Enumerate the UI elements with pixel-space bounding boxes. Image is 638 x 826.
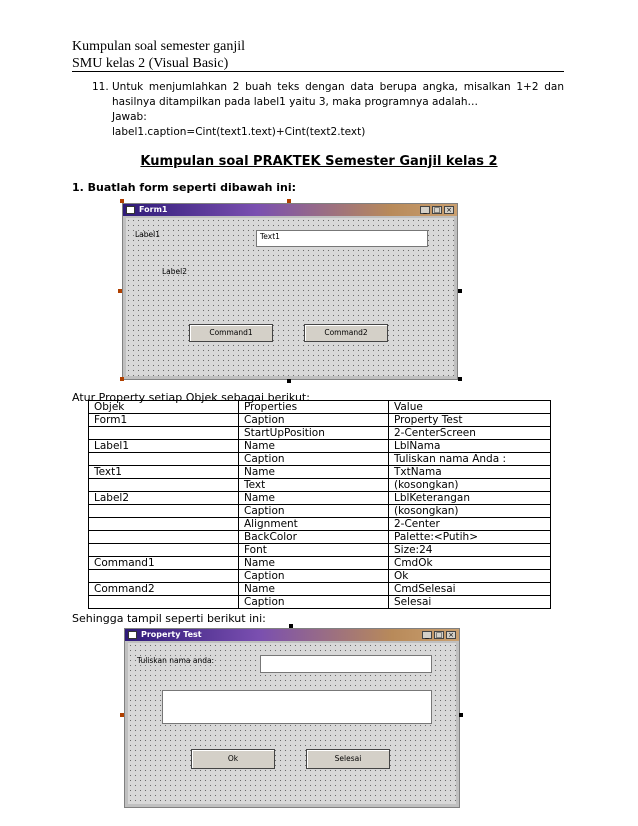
cell-value: Ok [389,570,551,583]
cell-objek: Text1 [89,466,239,479]
property-table [88,400,551,609]
cell-objek [89,479,239,492]
resize-handle-tl[interactable] [120,199,124,203]
resize-handle-tm[interactable] [287,199,291,203]
header-objek: Objek [89,401,239,414]
property-test-window [124,628,460,808]
form-icon [128,631,137,639]
cell-value: Property Test [389,414,551,427]
cell-objek [89,531,239,544]
maximize-button[interactable]: □ [435,631,443,639]
table-row [89,531,551,544]
table-row [89,427,551,440]
table-row [89,557,551,570]
cell-property: Name [239,557,389,570]
cell-objek: Label2 [89,492,239,505]
cell-objek [89,505,239,518]
cell-value: CmdOk [389,557,551,570]
property-test-client [128,643,456,804]
cell-value: 2-CenterScreen [389,427,551,440]
table-row [89,505,551,518]
minimize-button[interactable]: _ [422,631,432,639]
cell-value: LblNama [389,440,551,453]
cell-objek [89,453,239,466]
cell-objek: Command2 [89,583,239,596]
table-header-row [89,401,551,414]
form1-window [122,203,458,380]
table-row [89,544,551,557]
table-row [89,518,551,531]
cell-value: Palette:<Putih> [389,531,551,544]
cell-property: Caption [239,596,389,609]
ok-button[interactable]: Ok [191,749,275,769]
resize-handle-tm[interactable] [289,624,293,628]
cell-property: Name [239,583,389,596]
table-row [89,414,551,427]
property-table-body [89,401,551,609]
label2: Label2 [162,267,188,276]
txtnama-box[interactable] [260,655,432,673]
cell-property: BackColor [239,531,389,544]
header-line-2: SMU kelas 2 (Visual Basic) [72,56,229,71]
cell-value: Size:24 [389,544,551,557]
label1: Label1 [135,230,161,239]
resize-handle-br[interactable] [458,377,462,381]
table-row [89,453,551,466]
cell-value: (kosongkan) [389,479,551,492]
cell-property: Name [239,492,389,505]
command2-button[interactable]: Command2 [304,324,388,342]
resize-handle-bm[interactable] [287,379,291,383]
lblketerangan-box [162,690,432,724]
header-properties: Properties [239,401,389,414]
table-row [89,583,551,596]
cell-value: CmdSelesai [389,583,551,596]
resize-handle-mr[interactable] [459,713,463,717]
cell-objek [89,570,239,583]
command1-button[interactable]: Command1 [189,324,273,342]
cell-property: Font [239,544,389,557]
table-row [89,570,551,583]
cell-property: Text [239,479,389,492]
resize-handle-ml[interactable] [118,289,122,293]
property-intro: Atur Property setiap Objek sebagai berikut: [72,391,310,404]
cell-property: StartUpPosition [239,427,389,440]
header-line-1: Kumpulan soal semester ganjil [72,39,246,54]
cell-value: LblKeterangan [389,492,551,505]
minimize-button[interactable]: _ [420,206,430,214]
question-text: Untuk menjumlahkan 2 buah teks dengan data berupa angka, misalkan 1+2 dan hasilnya ditampilkan pada label1 yaitu 3, maka programnya adalah… [112,81,564,108]
maximize-button[interactable]: □ [433,206,441,214]
cell-property: Caption [239,414,389,427]
task-1: 1. Buatlah form seperti dibawah ini: [72,181,297,194]
cell-objek: Command1 [89,557,239,570]
cell-property: Name [239,440,389,453]
cell-property: Caption [239,453,389,466]
form1-client [126,218,454,376]
cell-value: (kosongkan) [389,505,551,518]
cell-value: Selesai [389,596,551,609]
cell-property: Name [239,466,389,479]
table-row [89,440,551,453]
form-icon [126,206,135,214]
form1-titlebar [123,204,457,216]
question-number: 11. [92,81,109,93]
resize-handle-mr[interactable] [458,289,462,293]
cell-value: 2-Center [389,518,551,531]
cell-property: Alignment [239,518,389,531]
resize-handle-ml[interactable] [120,713,124,717]
header-rule [72,71,564,72]
property-test-title: Property Test [141,630,202,639]
lblnama: Tuliskan nama anda: [137,656,215,665]
cell-objek: Label1 [89,440,239,453]
cell-objek [89,518,239,531]
resize-handle-bl[interactable] [120,377,124,381]
cell-objek [89,596,239,609]
table-row [89,492,551,505]
header-value: Value [389,401,551,414]
result-intro: Sehingga tampil seperti berikut ini: [72,612,266,625]
section-title: Kumpulan soal PRAKTEK Semester Ganjil kelas 2 [140,154,498,169]
cell-objek: Form1 [89,414,239,427]
answer-code: label1.caption=Cint(text1.text)+Cint(text2.text) [112,126,366,138]
cell-objek [89,544,239,557]
form1-title: Form1 [139,205,168,214]
answer-label: Jawab: [112,111,147,123]
cell-value: TxtNama [389,466,551,479]
table-row [89,466,551,479]
close-button[interactable]: × [446,631,456,639]
page-header [72,38,245,72]
cell-value: Tuliskan nama Anda : [389,453,551,466]
question-11 [92,80,564,140]
selesai-button[interactable]: Selesai [306,749,390,769]
table-row [89,479,551,492]
close-button[interactable]: × [444,206,454,214]
text1-box[interactable]: Text1 [256,230,428,247]
table-row [89,596,551,609]
cell-property: Caption [239,570,389,583]
property-test-titlebar [125,629,459,641]
cell-objek [89,427,239,440]
cell-property: Caption [239,505,389,518]
